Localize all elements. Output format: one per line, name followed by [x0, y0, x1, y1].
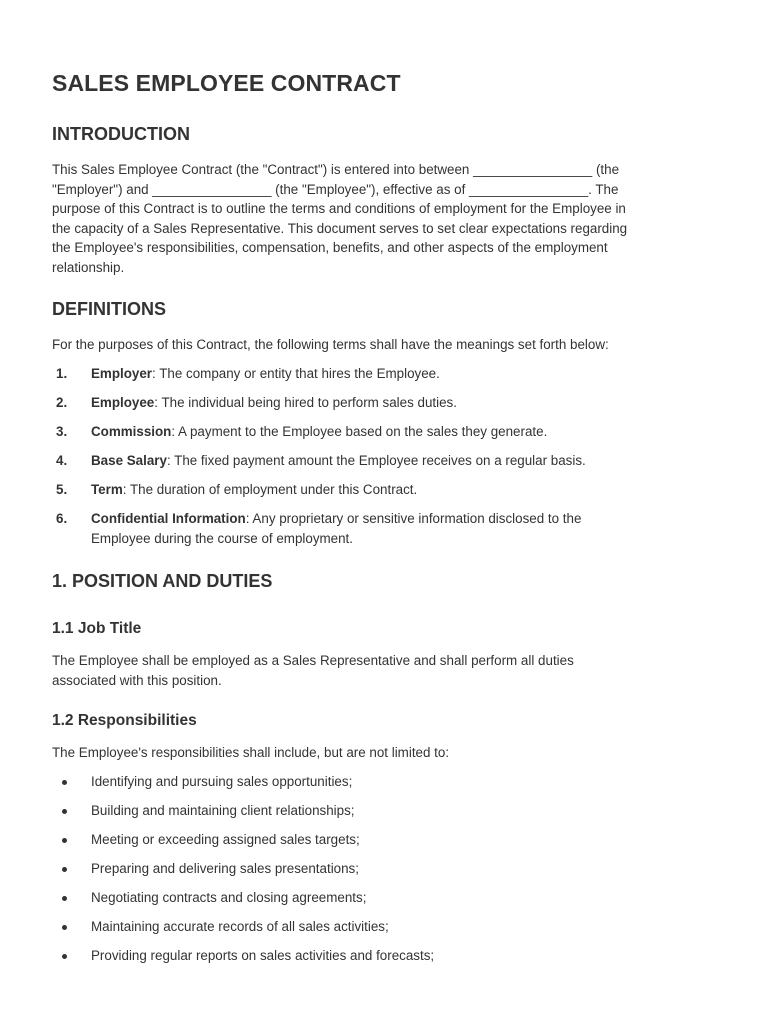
responsibilities-heading: 1.2 Responsibilities — [52, 712, 197, 729]
intro-line: purpose of this Contract is to outline the terms and conditions of employment for the Employee in — [52, 201, 626, 217]
item-number: 6. — [56, 511, 68, 526]
bullet-text: Preparing and delivering sales presentations; — [91, 861, 359, 876]
item-number: 4. — [56, 453, 68, 468]
definition-term: Employer — [91, 366, 153, 381]
definition-text: : Any proprietary or sensitive information disclosed to the — [245, 511, 582, 526]
definition-text: : The company or entity that hires the Employee. — [152, 366, 440, 381]
introduction-heading: INTRODUCTION — [52, 124, 190, 144]
definition-term: Employee — [91, 395, 155, 410]
bullet-text: Building and maintaining client relationships; — [91, 803, 355, 818]
item-number: 3. — [56, 424, 68, 439]
definition-text: : The duration of employment under this Contract. — [122, 482, 418, 497]
bullet-icon — [62, 896, 67, 901]
intro-line: "Employer") and ________________ (the "Employee"), effective as of ________________. The — [52, 181, 619, 197]
job-title-line: associated with this position. — [52, 672, 222, 688]
bullet-text: Providing regular reports on sales activities and forecasts; — [91, 948, 435, 963]
bullet-icon — [62, 954, 67, 959]
bullet-text: Identifying and pursuing sales opportunities; — [91, 774, 353, 789]
intro-line: relationship. — [52, 259, 125, 275]
item-number: 5. — [56, 482, 68, 497]
bullet-text: Meeting or exceeding assigned sales targets; — [91, 832, 360, 847]
definition-term: Term — [91, 482, 123, 497]
bullet-icon — [62, 780, 67, 785]
bullet-icon — [62, 838, 67, 843]
bullet-icon — [62, 809, 67, 814]
intro-line: the Employee's responsibilities, compensation, benefits, and other aspects of the employment — [52, 240, 608, 256]
position-duties-heading: 1. POSITION AND DUTIES — [52, 571, 273, 591]
bullet-text: Negotiating contracts and closing agreements; — [91, 890, 367, 905]
intro-line: This Sales Employee Contract (the "Contract") is entered into between ________________ (the — [52, 162, 620, 177]
job-title-paragraph — [52, 651, 724, 690]
introduction-paragraph — [52, 160, 724, 278]
definition-term: Base Salary — [91, 453, 167, 468]
definition-text-continued: Employee during the course of employment. — [91, 530, 354, 546]
definitions-heading: DEFINITIONS — [52, 299, 167, 319]
item-number: 1. — [56, 366, 68, 381]
bullet-text: Maintaining accurate records of all sales activities; — [91, 919, 389, 934]
definition-text: : The fixed payment amount the Employee receives on a regular basis. — [166, 453, 586, 468]
intro-line: the capacity of a Sales Representative. This document serves to set clear expectations regarding — [52, 220, 628, 236]
bullet-icon — [62, 925, 67, 930]
job-title-heading: 1.1 Job Title — [52, 620, 142, 637]
bullet-icon — [62, 867, 67, 872]
definitions-intro: For the purposes of this Contract, the following terms shall have the meanings set forth below: — [52, 337, 609, 352]
item-number: 2. — [56, 395, 68, 410]
definition-term: Commission — [91, 424, 172, 439]
definition-term: Confidential Information — [91, 511, 246, 526]
responsibilities-intro: The Employee's responsibilities shall include, but are not limited to: — [52, 745, 450, 760]
definition-text: : The individual being hired to perform sales duties. — [154, 395, 457, 410]
definition-text: : A payment to the Employee based on the sales they generate. — [171, 424, 548, 439]
document-title: SALES EMPLOYEE CONTRACT — [52, 70, 401, 96]
job-title-line: The Employee shall be employed as a Sales Representative and shall perform all duties — [52, 653, 574, 668]
